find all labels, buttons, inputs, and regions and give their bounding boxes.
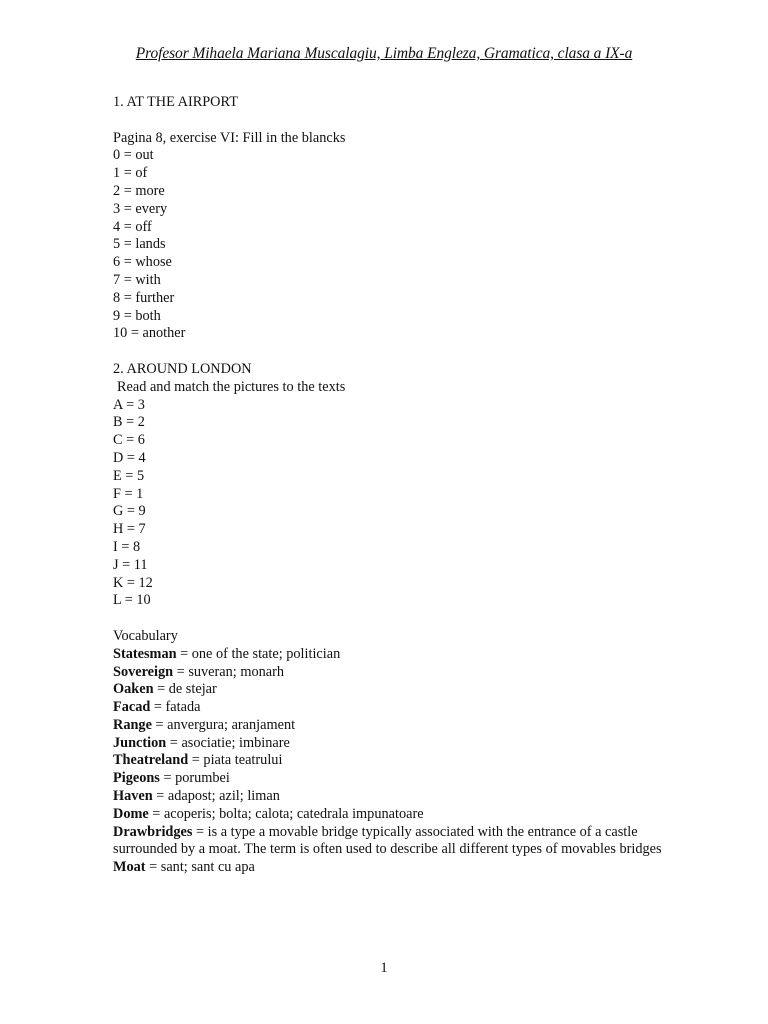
vocabulary-item xyxy=(113,824,673,860)
answer-item: I = 8 xyxy=(113,538,141,555)
vocabulary-term: Pigeons xyxy=(113,770,160,787)
vocabulary-term: Oaken xyxy=(113,681,154,698)
spacer xyxy=(113,343,673,361)
vocabulary-item xyxy=(113,770,673,788)
answer-item: 4 = off xyxy=(113,218,152,235)
answer-item: 8 = further xyxy=(113,289,175,306)
vocabulary-title: Vocabulary xyxy=(113,627,178,644)
vocabulary-definition: = anvergura; aranjament xyxy=(151,716,296,733)
answer-list-airport xyxy=(113,147,673,343)
vocabulary-definition: = piata teatrului xyxy=(188,752,283,769)
vocabulary-item xyxy=(113,664,673,682)
vocabulary-term: Dome xyxy=(113,805,149,822)
spacer xyxy=(113,112,673,130)
vocabulary-definition: = de stejar xyxy=(153,681,217,698)
answer-item: J = 11 xyxy=(113,556,148,573)
answer-item: 1 = of xyxy=(113,165,148,182)
vocabulary-item xyxy=(113,646,673,664)
vocabulary-item xyxy=(113,681,673,699)
answer-item: L = 10 xyxy=(113,592,151,609)
answer-item: 2 = more xyxy=(113,182,165,199)
answer-item: C = 6 xyxy=(113,432,145,449)
vocabulary-definition: = sant; sant cu apa xyxy=(145,859,255,876)
page-number: 1 xyxy=(380,960,388,976)
section-title-airport: 1. AT THE AIRPORT xyxy=(113,94,238,110)
vocabulary-item xyxy=(113,699,673,717)
answer-item: E = 5 xyxy=(113,467,145,484)
spacer xyxy=(113,610,673,628)
document-body xyxy=(113,94,673,877)
exercise-instruction: Pagina 8, exercise VI: Fill in the blancks xyxy=(113,129,346,146)
vocabulary-definition: = fatada xyxy=(150,699,201,716)
vocabulary-definition: = asociatie; imbinare xyxy=(166,734,290,751)
exercise-instruction: Read and match the pictures to the texts xyxy=(117,378,346,395)
vocabulary-term: Facad xyxy=(113,699,151,716)
vocabulary-item xyxy=(113,717,673,735)
vocabulary-term: Range xyxy=(113,716,152,733)
answer-item: 7 = with xyxy=(113,271,161,288)
vocabulary-term: Theatreland xyxy=(113,752,189,769)
answer-item: 6 = whose xyxy=(113,254,172,271)
vocabulary-definition: = suveran; monarh xyxy=(173,663,285,680)
vocabulary-item xyxy=(113,752,673,770)
answer-item: 5 = lands xyxy=(113,236,166,253)
page-header: Profesor Mihaela Mariana Muscalagiu, Limba Engleza, Gramatica, clasa a IX-a xyxy=(135,45,633,62)
vocabulary-term: Haven xyxy=(113,788,153,805)
vocabulary-definition: = acoperis; bolta; calota; catedrala impunatoare xyxy=(148,805,424,822)
vocabulary-item xyxy=(113,735,673,753)
vocabulary-item xyxy=(113,859,673,877)
vocabulary-definition: = adapost; azil; liman xyxy=(152,788,280,805)
answer-item: A = 3 xyxy=(113,396,145,413)
vocabulary-term: Statesman xyxy=(113,645,177,662)
answer-list-london xyxy=(113,397,673,611)
vocabulary-definition: = is a type a movable bridge typically associated with the entrance of a castle surrounded by a moat. The term is often used to describe all different types of movables bridges xyxy=(113,823,662,858)
vocabulary-term: Drawbridges xyxy=(113,823,193,840)
vocabulary-definition: = porumbei xyxy=(159,770,230,787)
answer-item: K = 12 xyxy=(113,574,153,591)
vocabulary-term: Sovereign xyxy=(113,663,174,680)
answer-item: D = 4 xyxy=(113,449,146,466)
vocabulary-item xyxy=(113,806,673,824)
answer-item: 9 = both xyxy=(113,307,161,324)
vocabulary-term: Moat xyxy=(113,859,146,876)
answer-item: G = 9 xyxy=(113,503,146,520)
vocabulary-list xyxy=(113,646,673,877)
answer-item: B = 2 xyxy=(113,414,145,431)
vocabulary-term: Junction xyxy=(113,734,167,751)
answer-item: 10 = another xyxy=(113,325,186,342)
answer-item: H = 7 xyxy=(113,521,146,538)
answer-item: F = 1 xyxy=(113,485,144,502)
vocabulary-definition: = one of the state; politician xyxy=(176,645,341,662)
section-title-london: 2. AROUND LONDON xyxy=(113,360,252,377)
answer-item: 0 = out xyxy=(113,147,154,164)
answer-item: 3 = every xyxy=(113,200,168,217)
vocabulary-item xyxy=(113,788,673,806)
